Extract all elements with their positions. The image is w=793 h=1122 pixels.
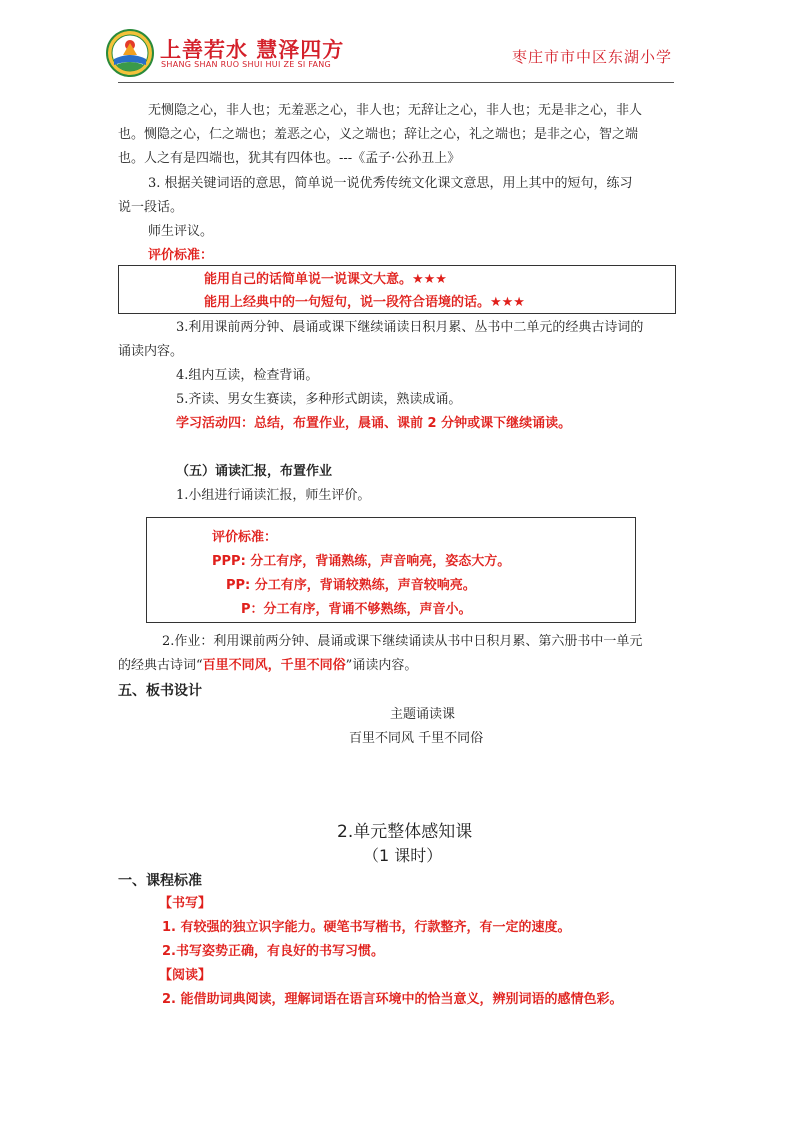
review-text: 师生评议。 <box>148 224 214 239</box>
step3-line-2: 说一段话。 <box>118 200 184 215</box>
eval-p: P：分工有序，背诵不够熟练，声音小。 <box>241 602 472 617</box>
header-divider <box>118 82 674 83</box>
quote-line-2: 也。恻隐之心，仁之端也；羞恶之心，义之端也；辞让之心，礼之端也；是非之心，智之端 <box>118 127 639 142</box>
school-name: 枣庄市市中区东湖小学 <box>512 48 673 66</box>
board-line-2: 百里不同风 千里不同俗 <box>349 731 484 746</box>
reading-item-2: 2. 能借助词典阅读，理解词语在语言环境中的恰当意义，辨别词语的感情色彩。 <box>162 992 623 1007</box>
eval-label-1: 评价标准： <box>148 248 214 263</box>
eval-label-2: 评价标准： <box>212 530 278 545</box>
homework-prefix: 的经典古诗词“ <box>118 658 203 673</box>
homework-line-2 <box>118 655 417 677</box>
homework-highlight: 百里不同风，千里不同俗 <box>202 658 346 673</box>
step5-text: 5.齐读、男女生赛读，多种形式朗读，熟读成诵。 <box>176 392 462 407</box>
report-text: 1.小组进行诵读汇报，师生评价。 <box>176 488 371 503</box>
writing-item-1: 1. 有较强的独立识字能力。硬笔书写楷书，行款整齐，有一定的速度。 <box>162 920 571 935</box>
section5-title: （五）诵读汇报，布置作业 <box>176 464 333 479</box>
unit-title: 2.单元整体感知课 <box>337 822 473 842</box>
curriculum-heading: 一、课程标准 <box>118 873 202 889</box>
eval-box1-line-1: 能用自己的话简单说一说课文大意。★★★ <box>204 272 447 287</box>
quote-line-1: 无恻隐之心，非人也；无羞恶之心，非人也；无辞让之心，非人也；无是非之心，非人 <box>148 103 643 118</box>
homework-suffix: ”诵读内容。 <box>345 658 418 673</box>
step3-line-1: 3. 根据关键词语的意思，简单说一说优秀传统文化课文意思，用上其中的短句，练习 <box>148 176 633 191</box>
tag-writing: 【书写】 <box>159 896 212 911</box>
quote-line-3: 也。人之有是四端也，犹其有四体也。---《孟子·公孙丑上》 <box>118 151 461 166</box>
eval-pp: PP: 分工有序，背诵较熟练，声音较响亮。 <box>226 578 476 593</box>
writing-item-2: 2.书写姿势正确，有良好的书写习惯。 <box>162 944 384 959</box>
board-line-1: 主题诵读课 <box>390 707 456 722</box>
activity4-text: 学习活动四：总结，布置作业，晨诵、课前 2 分钟或课下继续诵读。 <box>176 416 572 431</box>
school-logo-icon <box>106 29 154 77</box>
logo-title: 上善若水 慧泽四方 <box>160 37 345 62</box>
homework-line-1: 2.作业：利用课前两分钟、晨诵或课下继续诵读从书中日积月累、第六册书中一单元 <box>162 634 643 649</box>
recite-line-2: 诵读内容。 <box>118 344 184 359</box>
logo-pinyin: SHANG SHAN RUO SHUI HUI ZE SI FANG <box>161 60 332 69</box>
eval-ppp: PPP: 分工有序，背诵熟练，声音响亮，姿态大方。 <box>212 554 511 569</box>
tag-reading: 【阅读】 <box>159 968 212 983</box>
step4-text: 4.组内互读，检查背诵。 <box>176 368 319 383</box>
unit-subtitle: （1 课时） <box>363 846 443 865</box>
board-design-heading: 五、板书设计 <box>118 683 202 699</box>
recite-line-1: 3.利用课前两分钟、晨诵或课下继续诵读日积月累、丛书中二单元的经典古诗词的 <box>176 320 644 335</box>
eval-box1-line-2: 能用上经典中的一句短句，说一段符合语境的话。★★★ <box>204 295 525 310</box>
